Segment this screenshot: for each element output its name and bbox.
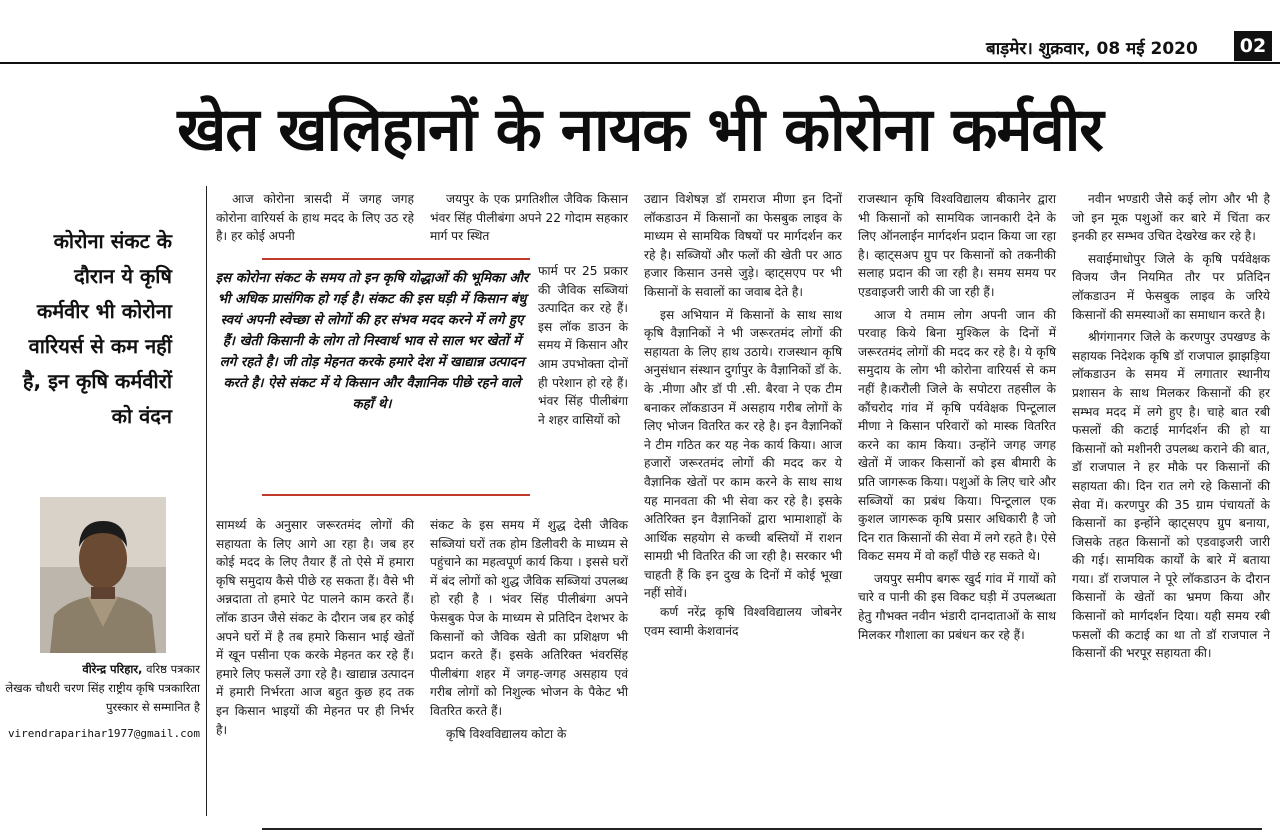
headline: खेत खलिहानों के नायक भी कोरोना कर्मवीर — [177, 95, 1103, 165]
paragraph: आज ये तमाम लोग अपनी जान की परवाह किये बिना मुश्किल के दिनों में जरूरतमंद लोगों की मदद कर रहे है। ये कृषि समुदाय के लोग भी कोरोना वारियर्स से कम नहीं है।करौली जिले के सपोटरा तहसील के कौंचरोद गांव में कृषि पर्यवेक्षक पिन्टूलाल मीणा ने किसान परिवारों को मास्क वितरित करने का काम किया। उन्होंने जगह जगह खेतों में जाकर किसानों को इस बीमारी के प्रति जागरूक किया। पशुओं के लिए चारे और सब्जियों का प्रबंध किया। पिन्टूलाल एक कुशल जागरूक कृषि प्रसार अधिकारी है जो दिन रात किसानों की सेवा में लगे रहते है। ऐसे विकट समय में वो कहाँ पीछे रह सकते थे। — [858, 307, 1056, 564]
paragraph: कृषि विश्वविद्यालय कोटा के — [446, 726, 567, 741]
author-email: virendraparihar1977@gmail.com — [7, 727, 200, 740]
page-number-badge: 02 — [1234, 31, 1272, 61]
paragraph: सवाईमाधोपुर जिले के कृषि पर्यवेक्षक विजय जैन नियमित तौर पर प्रतिदिन लॉकडाउन में फेसबुक लाइव के जरिये किसानों की समस्याओं का समाधान करते है। — [1072, 251, 1270, 322]
article-col3 — [644, 190, 842, 640]
paragraph: संकट के इस समय में शुद्ध देसी जैविक सब्जियां घरों तक होम डिलीवरी के माध्यम से पहुंचाने का महत्वपूर्ण कार्य किया । इससे घरों में बंद लोगों को शुद्ध जैविक सब्जियां उपलब्ध हो रही है । भंवर सिंह पीलीबंगा अपने फेसबुक पेज के माध्यम से प्रतिदिन देशभर के किसानों को जैविक खेती का प्रशिक्षण भी प्रदान करते हैं। इसके अतिरिक्त भंवरसिंह पीलीबंगा शहर में जगह-जगह असहाय एवं गरीब लोगों को निशुल्क भोजन के पैकेट भी वितरित करते हैं। — [430, 518, 628, 718]
byline — [4, 660, 200, 717]
paragraph: फार्म पर 25 प्रकार की जैविक सब्जियां उत्पादित कर रहे हैं। इस लॉक डाउन के समय में किसान और आम उपभोक्ता दोनों ही परेशान हो रहे हैं। भंवर सिंह पीलीबंगा ने शहर वासियों को — [538, 264, 628, 427]
article-col1-top — [216, 190, 414, 246]
paragraph: राजस्थान कृषि विश्वविद्यालय बीकानेर द्वारा भी किसानों को सामयिक जानकारी देने के लिए ऑनलाईन मार्गदर्शन प्रदान किया जा रहा है। व्हाट्सअप ग्रुप पर किसानों को तकनीकी सलाह प्रदान की जा रही है। समय समय पर एडवाइजरी जारी की जा रही हैं। — [858, 192, 1056, 299]
pullquote-rule-bottom — [262, 494, 530, 496]
paragraph: कर्ण नरेंद्र कृषि विश्वविद्यालय जोबनेर एवम स्वामी केशवानंद — [644, 605, 842, 638]
bottom-rule — [262, 828, 1262, 830]
article-col2-bottom — [430, 516, 628, 743]
paragraph: नवीन भण्डारी जैसे कई लोग और भी है जो इन मूक पशुओं कर बारे में चिंता कर इनकी हर सम्भव उचित देखरेख कर रहे है। — [1072, 192, 1270, 244]
article-col2-top — [430, 190, 628, 246]
pullquote-rule-top — [262, 258, 530, 260]
article-col5 — [1072, 190, 1270, 663]
subhead: कोरोना संकट के दौरान ये कृषि कर्मवीर भी कोरोना वारियर्स से कम नहीं है, इन कृषि कर्मवीरों को वंदन — [22, 229, 172, 428]
paragraph: श्रीगंगानगर जिले के करणपुर उपखण्ड के सहायक निदेशक कृषि डॉ राजपाल झाझड़िया लॉकडाउन के समय में लगातार स्थानीय प्रशासन के साथ मिलकर किसानों की हर सम्भव मदद में लगे हुए है। चाहे बात रबी फसलों की कटाई मार्गदर्शन की हो या किसानों को मशीनरी उपलब्ध कराने की बात, डॉ राजपाल ने हर मौके पर किसानों की सहायता की। दिन रात लगे रहे किसानों की सेवा में। करणपुर की 35 ग्राम पंचायतों के किसानों का इन्होंने व्हाट्सएप ग्रुप बनाया, जिसके तहत किसानों को एडवाइजरी जारी की गई। सामयिक कार्यों के बारे में बताया गया। डॉ राजपाल ने पूरे लॉकडाउन के दौरान किसानों के खेतों का भ्रमण किया और किसानों को मार्गदर्शन दिया। यही समय रबी फसलों की कटाई का था तो डॉ राजपाल ने किसानों की भरपूर सहायता की। — [1072, 330, 1270, 661]
author-credit: लेखक चौधरी चरण सिंह राष्ट्रीय कृषि पत्रकारिता पुरस्कार से सम्मानित है — [5, 681, 200, 714]
paragraph: आज कोरोना त्रासदी में जगह जगह कोरोना वारियर्स के हाथ मदद के लिए उठ रहे है। हर कोई अपनी — [216, 192, 414, 244]
author-name: वीरेन्द्र परिहार, — [82, 662, 143, 676]
paragraph: सामर्थ्य के अनुसार जरूरतमंद लोगों की सहायता के लिए आगे आ रहा है। जब हर कोई मदद के लिए तैयार हैं तो ऐसे में हमारा कृषि समुदाय कैसे पीछे रह सकता हैं। वैसे भी अन्नदाता तो हमारे पेट पालने काम करते हैं। लॉक डाउन जैसे संकट के दौरान जब हर कोई अपने घरों में है तब हमारे किसान भाई खेतों में खून पसीना एक करके मेहनत कर रहे हैं। हमारे लिए फसलें उगा रहे है। खाद्यान्न उत्पादन में हमारी निर्भरता आज बहुत कुछ हद तक इन किसान भाइयों की मेहनत पर ही निर्भर है। — [216, 518, 414, 737]
column-rule — [206, 186, 207, 816]
article-col4 — [858, 190, 1056, 644]
dateline: बाड़मेर। शुक्रवार, 08 मई 2020 — [986, 39, 1198, 59]
author-photo — [40, 497, 166, 653]
article-col2-narrow — [538, 262, 628, 429]
paragraph: उद्यान विशेषज्ञ डॉ रामराज मीणा इन दिनों लॉकडाउन में किसानों का फेसबुक लाइव के माध्यम से सामयिक विषयों पर मार्गदर्शन कर रहे है। सब्जियों और फलों की खेती पर आठ हजार किसान उनसे जुड़े। व्हाट्सएप पर भी किसानों के सवालों का जवाब देते है। — [644, 192, 842, 299]
author-portrait-image — [40, 497, 166, 653]
paragraph: इस अभियान में किसानों के साथ साथ कृषि वैज्ञानिकों ने भी जरूरतमंद लोगों की सहायता के लिए हाथ उठाये। राजस्थान कृषि अनुसंधान संस्थान दुर्गापुर के वैज्ञानिकों डॉ के. के .मीणा और डॉ पी .सी. बैरवा ने एक टीम बनाकर लॉकडाउन में असहाय गरीब लोगों के लिए भोजन वितरित कर रहे है। इन वैज्ञानिकों ने टीम गठित कर यह नेक कार्य किया। आज हजारों जरूरतमंद लोगों की मदद कर ये वैज्ञानिक खेतों पर काम करने के साथ साथ यह मानवता की भी सेवा कर रहे है। इसके अतिरिक्त इन वैज्ञानिकों द्वारा भामाशाहों के आर्थिक सहयोग से कच्ची बस्तियों में राशन सामग्री भी वितरित की जा रही है। सरकार भी चाहती हैं कि इन दुख के दिनों में कोई भूखा नहीं सोवें। — [644, 307, 842, 601]
paragraph: जयपुर के एक प्रगतिशील जैविक किसान भंवर सिंह पीलीबंगा अपने 22 गोदाम सहकार मार्ग पर स्थित — [430, 192, 628, 244]
pullquote: इस कोरोना संकट के समय तो इन कृषि योद्धाओं की भूमिका और भी अधिक प्रासंगिक हो गई है। संकट की इस घड़ी में किसान बंधु स्वयं अपनी स्वेच्छा से लोगों की हर संभव मदद करने में लगे हुए हैं। खेती किसानी के लोग तो निस्वार्थ भाव से साल भर खेतों में लगे रहते है। जी तोड़ मेहनत करके हमारे देश में खाद्यान्न उत्पादन करते है। ऐसे संकट में ये किसान और वैज्ञानिक पीछे रहने वाले कहाँ थे। — [215, 271, 529, 412]
article-col1-bottom — [216, 516, 414, 739]
author-designation: वरिष्ठ पत्रकार — [146, 662, 200, 676]
header-rule — [0, 62, 1280, 64]
paragraph: जयपुर समीप बगरू खुर्द गांव में गायों को चारे व पानी की इस विकट घड़ी में उपलब्धता हेतु गौभक्त नवीन भंडारी दानदाताओं के साथ मिलकर गौशाला का प्रबंधन कर रहे हैं। — [858, 571, 1056, 642]
